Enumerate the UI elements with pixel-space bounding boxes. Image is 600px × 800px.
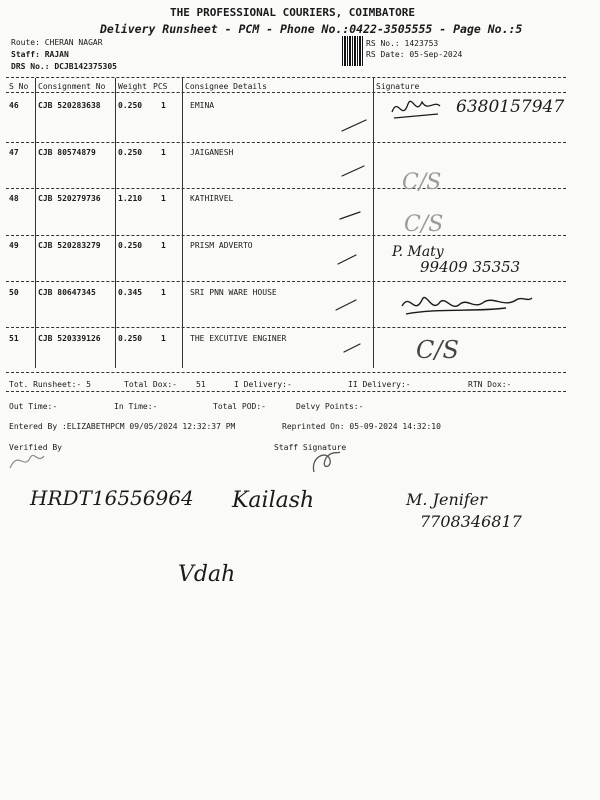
i-delivery-label: I Delivery:- [234,380,292,389]
row-consignee: SRI PNN WARE HOUSE [190,288,277,297]
total-dox-label: Total Dox:- [124,380,177,389]
ii-delivery-label: II Delivery:- [348,380,411,389]
row-pcs: 1 [161,288,166,297]
row-pcs: 1 [161,241,166,250]
row-consignee: PRISM ADVERTO [190,241,253,250]
handwritten-cs-mark: C/S [402,170,442,195]
staff-label: Staff: RAJAN [11,50,69,59]
row-weight: 0.250 [118,334,143,343]
company-title: THE PROFESSIONAL COURIERS, COIMBATORE [170,6,416,19]
handwritten-phone-note: 7708346817 [420,512,522,531]
row-pcs: 1 [161,194,166,203]
verified-by-label: Verified By [9,443,62,452]
signature-scribble [396,286,536,322]
row-sno: 50 [9,288,19,297]
staff-signature-scribble [306,448,346,476]
row-consignee: EMINA [190,101,215,110]
route-label: Route: CHERAN NAGAR [11,38,103,47]
row-consignee: THE EXCUTIVE ENGINER [190,334,287,343]
row-consignee: JAIGANESH [190,148,234,157]
entered-by: Entered By :ELIZABETHPCM 09/05/2024 12:32:37 PM [9,422,236,431]
out-time-label: Out Time:- [9,402,58,411]
row-weight: 1.210 [118,194,143,203]
row-consignment-no: CJB 520339126 [38,334,101,343]
col-header-pcs: PCS [153,82,168,91]
row-weight: 0.345 [118,288,143,297]
handwritten-name-note: Kailash [232,488,315,513]
total-dox-value: 51 [196,380,206,389]
row-sno: 51 [9,334,19,343]
row-weight: 0.250 [118,241,143,250]
runsheet-title: Delivery Runsheet - PCM - Phone No.:0422-3505555 - Page No.:5 [100,22,523,36]
handwritten-phone: 6380157947 [456,97,565,117]
handwritten-id-note: HRDT16556964 [30,486,194,510]
handwritten-phone: 99409 35353 [420,258,521,276]
col-header-consignment: Consignment No [38,82,106,91]
handwritten-cs-mark: C/S [404,212,444,237]
row-sno: 48 [9,194,19,203]
handwritten-cs-mark: C/S [416,336,459,364]
rs-date-label: RS Date: 05-Sep-2024 [366,50,463,59]
row-pcs: 1 [161,101,166,110]
row-consignment-no: CJB 520283638 [38,101,101,110]
row-consignee: KATHIRVEL [190,194,234,203]
reprinted-on: Reprinted On: 05-09-2024 14:32:10 [282,422,441,431]
row-consignment-no: CJB 80647345 [38,288,96,297]
col-header-weight: Weight [118,82,147,91]
row-consignment-no: CJB 520283279 [38,241,101,250]
col-header-sno: S No [9,82,29,91]
row-sno: 47 [9,148,19,157]
col-header-consignee: Consignee Details [185,82,267,91]
drs-no-label: DRS No.: DCJB142375305 [11,62,117,71]
row-consignment-no: CJB 80574879 [38,148,96,157]
handwritten-signature-note: M. Jenifer [406,490,487,509]
row-consignment-no: CJB 520279736 [38,194,101,203]
delvy-points-label: Delvy Points:- [296,402,364,411]
row-sno: 46 [9,101,19,110]
row-sno: 49 [9,241,19,250]
row-weight: 0.250 [118,148,143,157]
verified-signature-scribble [8,446,68,472]
tot-runsheet: Tot. Runsheet:- 5 [9,380,91,389]
handwritten-name: P. Maty [392,244,444,260]
col-header-signature: Signature [376,82,420,91]
in-time-label: In Time:- [114,402,158,411]
total-pod-label: Total POD:- [213,402,266,411]
rs-no-label: RS No.: 1423753 [366,39,439,48]
handwritten-bottom-note: Vdah [178,562,236,587]
rtn-dox-label: RTN Dox:- [468,380,512,389]
row-weight: 0.250 [118,101,143,110]
row-pcs: 1 [161,148,166,157]
signature-scribble [388,94,443,124]
totals-rule [6,391,566,392]
staff-signature-label: Staff Signature [274,443,347,452]
row-pcs: 1 [161,334,166,343]
